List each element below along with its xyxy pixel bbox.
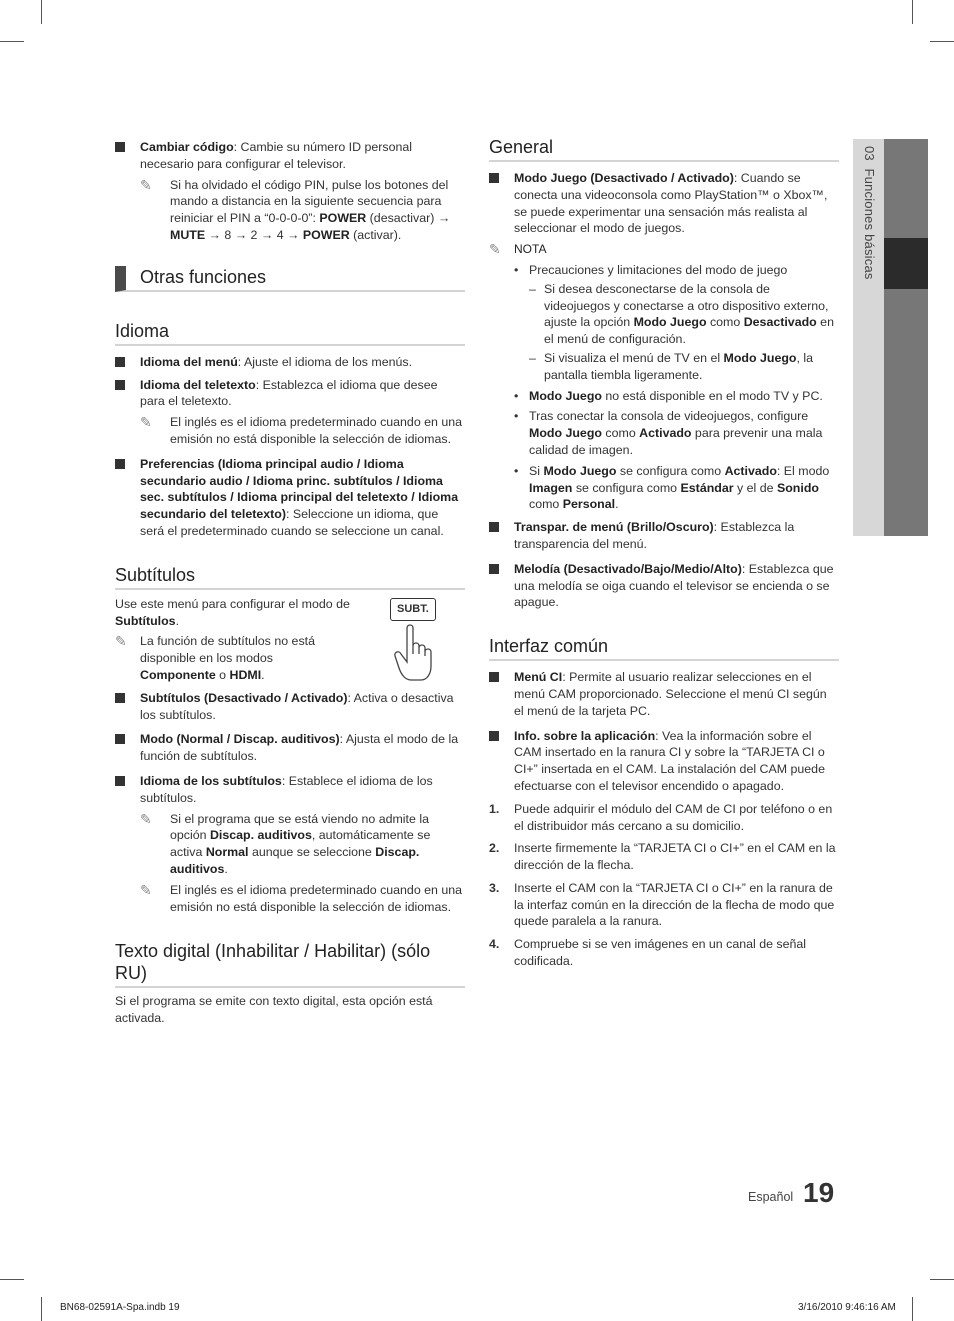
list-item: Idioma del menú: Ajuste el idioma de los menús.: [115, 354, 465, 371]
note: ✎ El inglés es el idioma predeterminado cuando en una emisión no está disponible la selección de idiomas.: [140, 414, 463, 446]
step-item: 4. Compruebe si se ven imágenes en un canal de señal codificada.: [489, 937, 807, 969]
list-item: Modo Juego (Desactivado / Activado): Cuando se conecta una videoconsola como PlayStation™ o Xbox™, se puede experimentar una sensación más realista al seleccionar el modo de juegos.: [489, 170, 839, 237]
page-number: 19: [803, 1177, 835, 1208]
note: ✎ Si ha olvidado el código PIN, pulse los botones del mando a distancia en la siguiente secuencia para reiniciar el PIN a “0-0-0-0”: POWER (desactivar) → MUTE → 8 → 2 → 4 → POWER (activar).: [140, 176, 451, 242]
list-item: Menú CI: Permite al usuario realizar selecciones en el menú CAM proporcionado. Seleccione el menú CI según el menú de la tarjeta PC.: [489, 669, 839, 719]
footer-language: Español: [748, 1190, 794, 1204]
step-item: 3. Inserte el CAM con la “TARJETA CI o CI+” en la ranura de la interfaz común en la dirección de la flecha de modo que quede paralela a la ranura.: [489, 880, 835, 929]
subt-button-illustration: SUBT.: [390, 598, 436, 621]
list-item: • Tras conectar la consola de videojuegos, configure Modo Juego como Activado para prevenir una mala calidad de imagen.: [514, 408, 839, 458]
note: ✎ Si el programa que se está viendo no admite la opción Discap. auditivos, automáticamente se activa Normal aunque se seleccione Discap. auditivos.: [140, 810, 431, 876]
note: ✎ El inglés es el idioma predeterminado cuando en una emisión no está disponible la selección de idiomas.: [140, 881, 463, 914]
section-title-otras: Otras funciones: [115, 266, 465, 292]
list-item: Transpar. de menú (Brillo/Oscuro): Establezca la transparencia del menú.: [489, 519, 839, 553]
list-item: – Si visualiza el menú de TV en el Modo Juego, la pantalla tiembla ligeramente.: [529, 350, 839, 384]
section-title-idioma: Idioma: [115, 320, 465, 346]
list-item: Info. sobre la aplicación: Vea la información sobre el CAM insertado en la ranura CI y sobre la “TARJETA CI o CI+” insertada en el CAM. La instalación del CAM puede efectuarse con el televisor encendido o apagado.: [489, 728, 839, 795]
section-title-subtitulos: Subtítulos: [115, 564, 465, 590]
pencil-icon: ✎: [140, 414, 152, 431]
pencil-icon: ✎: [140, 810, 152, 827]
pencil-icon: ✎: [140, 176, 152, 193]
list-item: Preferencias (Idioma principal audio / Idioma secundario audio / Idioma princ. subtítulos / Idioma sec. subtítulos / Idioma principal del teletexto / Idioma secundario del teletexto): Seleccione un idioma, que será el predeterminado cuando se seleccione un canal.: [115, 456, 465, 540]
step-item: 1. Puede adquirir el módulo del CAM de CI por teléfono o en el distribuidor más cercano a su domicilio.: [489, 801, 833, 833]
list-item: • Si Modo Juego se configura como Activado: El modo Imagen se configura como Estándar y el de Sonido como Personal.: [514, 463, 839, 513]
footer-file: BN68-02591A-Spa.indb 19: [60, 1302, 180, 1313]
footer-date: 3/16/2010 9:46:16 AM: [798, 1302, 896, 1313]
list-item: – Si desea desconectarse de la consola de videojuegos y conectarse a otro dispositivo externo, ajuste la opción Modo Juego como Desactivado en el menú de configuración.: [529, 281, 839, 348]
list-item: Modo (Normal / Discap. auditivos): Ajusta el modo de la función de subtítulos.: [115, 731, 465, 765]
subtitulos-intro: Use este menú para configurar el modo de Subtítulos. ✎ La función de subtítulos no está disponible en los modos Componente o HDMI. SUBT.: [115, 596, 465, 684]
right-column: [489, 136, 839, 970]
pencil-icon: ✎: [489, 241, 501, 258]
cambiar-codigo-item: Cambiar código: Cambie su número ID personal necesario para configurar el televisor.: [115, 139, 465, 173]
section-title-interfaz: Interfaz común: [489, 635, 839, 661]
hand-icon: [393, 624, 449, 682]
list-item: • Precauciones y limitaciones del modo de juego: [514, 262, 839, 279]
sidebar-band: [884, 139, 928, 536]
list-item: Idioma del teletexto: Establezca el idioma que desee para el teletexto.: [115, 377, 465, 411]
pencil-icon: ✎: [140, 881, 152, 898]
sidebar-marker: [884, 238, 928, 289]
list-item: Idioma de los subtítulos: Establece el idioma de los subtítulos.: [115, 773, 465, 807]
texto-digital-desc: Si el programa se emite con texto digital, esta opción está activada.: [115, 994, 433, 1026]
nota-heading: ✎ NOTA: [489, 241, 547, 258]
left-column: [115, 136, 465, 1027]
list-item: Subtítulos (Desactivado / Activado): Activa o desactiva los subtítulos.: [115, 690, 465, 724]
section-title-general: General: [489, 136, 839, 162]
note: ✎ La función de subtítulos no está disponible en los modos Componente o HDMI.: [115, 633, 315, 682]
list-item: • Modo Juego no está disponible en el modo TV y PC.: [514, 388, 839, 405]
pencil-icon: ✎: [115, 633, 127, 650]
chapter-label: 03 Funciones básicas: [861, 146, 877, 280]
step-item: 2. Inserte firmemente la “TARJETA CI o CI+” en el CAM en la dirección de la flecha.: [489, 841, 836, 873]
list-item: Melodía (Desactivado/Bajo/Medio/Alto): Establezca que una melodía se oiga cuando el televisor se encienda o se apague.: [489, 561, 839, 611]
section-title-texto-digital: Texto digital (Inhabilitar / Habilitar) (sólo RU): [115, 940, 465, 988]
